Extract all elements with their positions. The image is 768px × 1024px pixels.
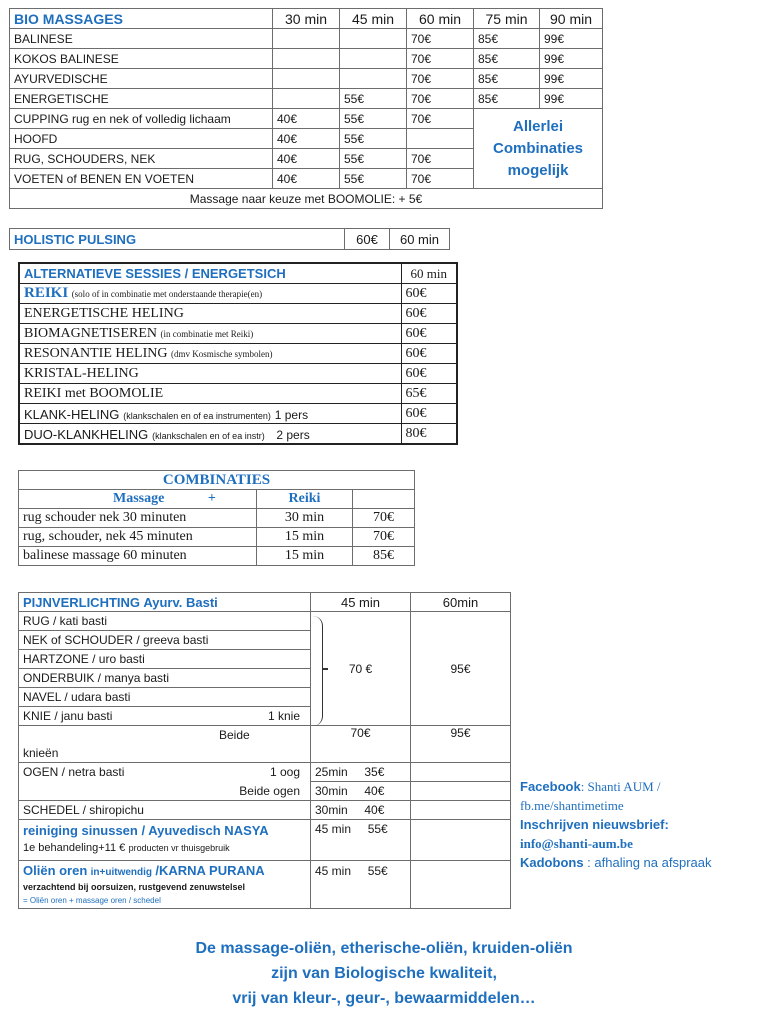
- table-row: [19, 509, 415, 528]
- col-30min: 30 min: [273, 9, 340, 29]
- pijn-title: PIJNVERLICHTING: [23, 594, 141, 610]
- session-price: 60€: [401, 344, 457, 364]
- knieen-label: knieën: [19, 744, 311, 763]
- table-row: HOOFD 40€ 55€: [10, 129, 603, 149]
- sinus-sub1: 1e behandeling+11 €: [23, 842, 126, 854]
- pijn-title-sub: Ayurv. Basti: [143, 594, 218, 610]
- sinus-min: 45 min: [315, 822, 352, 836]
- ogen-beide-price: 40€: [364, 784, 385, 798]
- table-row: [19, 528, 415, 547]
- schedel-label: SCHEDEL / shiropichu: [19, 801, 311, 820]
- basti-group-price-45: 70 €: [311, 612, 411, 726]
- holistic-table: [9, 228, 450, 250]
- session-price: 60€: [401, 324, 457, 344]
- sinus-price: 55€: [367, 822, 388, 836]
- table-row: [19, 424, 457, 445]
- col-45min: 45 min: [340, 9, 407, 29]
- table-row: [19, 782, 511, 801]
- holistic-section: [9, 228, 450, 250]
- holistic-title: HOLISTIC PULSING: [10, 229, 345, 250]
- session-name: REIKI: [24, 285, 69, 301]
- session-note: (klankschalen en of ea instrumenten): [123, 410, 271, 421]
- table-row: [19, 763, 511, 782]
- footer-line-3: vrij van kleur-, geur-, bewaarmiddelen…: [232, 990, 536, 1007]
- massage-name: KOKOS BALINESE: [10, 49, 273, 69]
- table-row: [19, 861, 511, 909]
- table-row: BALINESE 70€ 85€ 99€: [10, 29, 603, 49]
- comb-reiki: 15 min: [257, 547, 353, 566]
- table-row: [19, 801, 511, 820]
- oren-sub: verzachtend bij oorsuizen, rustgevend zenuwstelsel: [23, 882, 246, 892]
- table-row: [19, 364, 457, 384]
- knie-beide-60: 95€: [411, 726, 511, 763]
- holistic-price: 60€: [345, 229, 390, 250]
- ogen-beide: Beide ogen: [19, 782, 311, 801]
- basti-item: KNIE / janu basti: [23, 709, 113, 723]
- kadobons-label: Kadobons: [520, 855, 584, 870]
- massage-name: ENERGETISCHE: [10, 89, 273, 109]
- ogen-beide-min: 30min: [315, 784, 348, 798]
- alt-header-row: [19, 263, 457, 284]
- table-row: [19, 304, 457, 324]
- basti-item: ONDERBUIK / manya basti: [19, 669, 311, 688]
- curly-brace-tip: [322, 668, 328, 670]
- table-row: [19, 820, 511, 861]
- table-row: [10, 229, 450, 250]
- comb-plus: +: [207, 491, 216, 506]
- session-name: ENERGETISCHE HELING: [24, 305, 184, 321]
- comb-col-massage: Massage: [113, 491, 165, 506]
- sinus-title: reiniging sinussen / Ayuvedisch NASYA: [23, 823, 269, 838]
- session-price: 65€: [401, 384, 457, 404]
- table-row: [19, 404, 457, 424]
- session-price: 60€: [401, 284, 457, 304]
- session-price: 60€: [401, 404, 457, 424]
- pijnverlichting-table: [18, 592, 511, 909]
- table-row: VOETEN of BENEN EN VOETEN 40€ 55€ 70€: [10, 169, 603, 189]
- oren-title2: /KARNA PURANA: [155, 863, 265, 878]
- massage-name: VOETEN of BENEN EN VOETEN: [10, 169, 273, 189]
- kadobons-value: : afhaling na afspraak: [583, 855, 712, 870]
- holistic-duration: 60 min: [390, 229, 450, 250]
- session-name: DUO-KLANKHELING: [24, 426, 149, 442]
- table-row: RUG, SCHOUDERS, NEK 40€ 55€ 70€: [10, 149, 603, 169]
- table-row: KOKOS BALINESE 70€ 85€ 99€: [10, 49, 603, 69]
- schedel-min: 30min: [315, 803, 348, 817]
- session-note: (solo of in combinatie met onderstaande therapie(en): [71, 289, 263, 299]
- pijnverlichting-section: [18, 592, 511, 909]
- comb-massage: balinese massage 60 minuten: [19, 547, 257, 566]
- pijn-header-row: [19, 593, 511, 612]
- comb-col-reiki: Reiki: [257, 490, 353, 509]
- table-row: ENERGETISCHE 55€ 70€ 85€ 99€: [10, 89, 603, 109]
- comb-header-row: [19, 490, 415, 509]
- ogen-label: OGEN / netra basti: [23, 765, 125, 780]
- massage-name: HOOFD: [10, 129, 273, 149]
- session-price: 60€: [401, 304, 457, 324]
- session-price: 60€: [401, 364, 457, 384]
- comb-reiki: 30 min: [257, 509, 353, 528]
- comb-massage: rug, schouder, nek 45 minuten: [19, 528, 257, 547]
- bio-massages-table: [9, 8, 603, 209]
- table-row: [19, 726, 511, 745]
- massage-name: CUPPING rug en nek of volledig lichaam: [10, 109, 273, 129]
- ogen-one-min: 25min: [315, 765, 348, 779]
- alternatieve-section: [18, 262, 458, 445]
- table-row: CUPPING rug en nek of volledig lichaam 40€ 55€ 70€ Allerlei Combinaties mogelijk: [10, 109, 603, 129]
- bio-massages-section: [9, 8, 603, 209]
- col-60min: 60 min: [407, 9, 474, 29]
- boomolie-note-row: [10, 189, 603, 209]
- oren-mid: in+uitwendig: [90, 867, 153, 878]
- allerlei-combinaties-note: Allerlei Combinaties mogelijk: [474, 109, 603, 189]
- session-price: 80€: [401, 424, 457, 445]
- pijn-col-60: 60min: [411, 593, 511, 612]
- footer-note: [0, 936, 768, 1011]
- facebook-link[interactable]: fb.me/shantimetime: [520, 798, 624, 813]
- knie-beide-45: 70€: [311, 726, 411, 763]
- session-name: BIOMAGNETISEREN: [24, 325, 157, 341]
- comb-price: 70€: [353, 509, 415, 528]
- session-persons: 1 pers: [274, 407, 309, 422]
- session-name: KLANK-HELING: [24, 406, 120, 422]
- comb-price: 70€: [353, 528, 415, 547]
- oren-price: 55€: [367, 864, 388, 878]
- sinus-sub2: producten vr thuisgebruik: [128, 843, 230, 853]
- massage-name: AYURVEDISCHE: [10, 69, 273, 89]
- table-row: [19, 612, 511, 631]
- knie-beide: Beide: [19, 726, 311, 745]
- basti-group-price-60: 95€: [411, 612, 511, 726]
- col-75min: 75 min: [474, 9, 540, 29]
- combinaties-table: [18, 470, 415, 566]
- table-row: [19, 324, 457, 344]
- pijn-col-45: 45 min: [311, 593, 411, 612]
- session-name: KRISTAL-HELING: [24, 365, 139, 381]
- ogen-one: 1 oog: [269, 765, 300, 779]
- newsletter-label: Inschrijven nieuwsbrief:: [520, 817, 669, 832]
- facebook-value: : Shanti AUM /: [580, 779, 661, 794]
- boomolie-note: Massage naar keuze met BOOMOLIE: + 5€: [10, 189, 603, 209]
- session-persons: 2 pers: [276, 427, 310, 442]
- session-name: REIKI met BOOMOLIE: [24, 385, 164, 401]
- table-row: [19, 384, 457, 404]
- basti-item: NAVEL / udara basti: [19, 688, 311, 707]
- session-note: (klankschalen en of ea instr): [152, 430, 265, 441]
- session-note: (dmv Kosmische symbolen): [170, 348, 273, 359]
- basti-item: NEK of SCHOUDER / greeva basti: [19, 631, 311, 650]
- session-note: (in combinatie met Reiki): [160, 328, 254, 339]
- alt-title: ALTERNATIEVE SESSIES / ENERGETSICH: [19, 263, 401, 284]
- table-row: [19, 284, 457, 304]
- oren-title: Oliën oren: [23, 863, 88, 878]
- comb-massage: rug schouder nek 30 minuten: [19, 509, 257, 528]
- alternatieve-table: [18, 262, 458, 445]
- contact-info: [520, 777, 760, 872]
- massage-name: RUG, SCHOUDERS, NEK: [10, 149, 273, 169]
- basti-item: RUG / kati basti: [19, 612, 311, 631]
- bio-header-row: [10, 9, 603, 29]
- massage-name: BALINESE: [10, 29, 273, 49]
- schedel-price: 40€: [364, 803, 385, 817]
- table-row: [19, 547, 415, 566]
- table-row: AYURVEDISCHE 70€ 85€ 99€: [10, 69, 603, 89]
- alt-duration: 60 min: [401, 263, 457, 284]
- knie-one: 1 knie: [267, 709, 300, 723]
- comb-title-row: [19, 471, 415, 490]
- table-row: [19, 344, 457, 364]
- email-link[interactable]: info@shanti-aum.be: [520, 836, 633, 851]
- session-name: RESONANTIE HELING: [24, 345, 168, 361]
- oren-min: 45 min: [315, 864, 352, 878]
- curly-brace-icon: [312, 616, 323, 726]
- col-90min: 90 min: [540, 9, 603, 29]
- combinaties-section: [18, 470, 415, 566]
- facebook-label: Facebook: [520, 779, 581, 794]
- combinaties-title: COMBINATIES: [19, 471, 415, 490]
- oren-sub2: = Oliën oren + massage oren / schedel: [23, 896, 161, 905]
- comb-reiki: 15 min: [257, 528, 353, 547]
- bio-title: BIO MASSAGES: [10, 9, 273, 29]
- footer-line-2: zijn van Biologische kwaliteit,: [271, 965, 497, 982]
- ogen-one-price: 35€: [364, 765, 385, 779]
- basti-item: HARTZONE / uro basti: [19, 650, 311, 669]
- comb-price: 85€: [353, 547, 415, 566]
- footer-line-1: De massage-oliën, etherische-oliën, kruiden-oliën: [195, 940, 573, 957]
